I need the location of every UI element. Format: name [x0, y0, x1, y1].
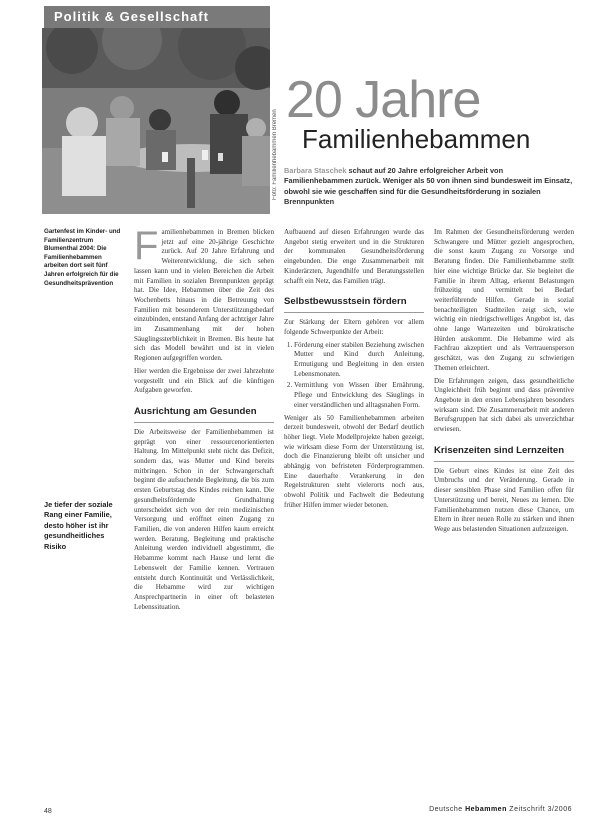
subheading-selbstbewusstsein: Selbstbewusstsein fördern [284, 296, 424, 313]
body-paragraph: Hier werden die Ergebnisse der zwei Jahrzehnte vorgestellt und ein Blick auf die künftigen Aufgaben geworfen. [134, 366, 274, 395]
subheading-ausrichtung: Ausrichtung am Gesunden [134, 406, 274, 423]
lead-author: Barbara Staschek [284, 166, 347, 175]
headline-subtitle: Familienhebammen [302, 124, 531, 154]
list-item: 2. Vermittlung von Wissen über Ernährung, Pflege und Entwicklung des Säuglings in einer verständlichen und alltagsnahen Form. [294, 381, 424, 410]
page-number: 48 [44, 808, 52, 815]
magazine-issue: Zeitschrift 3/2006 [509, 806, 572, 813]
body-paragraph: Weniger als 50 Familienhebammen arbeiten derzeit bundesweit, obwohl der Bedarf deutlich höher liegt. Viele Modellprojekte haben gezeigt, wie wirksam diese Form der Unterstützung ist, doch die Finanzierung bleibt oft unsicher und abhängig von befristeten Förderprogrammen. Eine dauerhafte Verankerung in den Regelstrukturen steht vielerorts noch aus, obwohl Politik und Fachwelt die Bedeutung früher Hilfen immer wieder betonen. [284, 413, 424, 509]
article-column-3 [434, 228, 574, 798]
body-paragraph: Aufbauend auf diesen Erfahrungen wurde das Angebot stetig erweitert und in die Strukturen der kommunalen Gesundheitsförderung eingebunden. Die enge Zusammenarbeit mit Kinderärzten, Jugendhilfe und Beratungsstellen schafft ein Netz, das Familien trägt. [284, 228, 424, 285]
article-column-2 [284, 228, 424, 798]
body-paragraph: Die Erfahrungen zeigen, dass gesundheitliche Ungleichheit früh beginnt und dass präventive Angebote in den ersten Lebensjahren besonders wirksam sind. Die Zusammenarbeit mit anderen Berufsgruppen hat sich dabei als unverzichtbar erwiesen. [434, 376, 574, 434]
photo-illustration [42, 28, 270, 214]
drop-cap: F [134, 228, 159, 268]
body-paragraph: Im Rahmen der Gesundheitsförderung werden Schwangere und Mütter gezielt angesprochen, die sonst kaum Zugang zu Vorsorge und Beratung finden. Die Familienhebamme stellt hier eine wichtige Brücke dar. Sie begleitet die Familie in ihrem Alltag, erkennt Belastungen frühzeitig und vermittelt bei Bedarf weiterführende Hilfen. Gerade in sozial benachteiligten Stadtteilen zeigt sich, wie wichtig ein niedrigschwelliges Angebot ist, das ohne lange Wartezeiten und bürokratische Hürden auskommt. Die Hebamme wird als Fachfrau akzeptiert und als Vertrauensperson geschätzt, was den Zugang zu schwierigen Themen erleichtert. [434, 228, 574, 372]
subheading-krisenzeiten: Krisenzeiten sind Lernzeiten [434, 445, 574, 462]
magazine-footer [429, 806, 572, 813]
intro-paragraph [134, 228, 274, 364]
lead-text: schaut auf 20 Jahre erfolgreicher Arbeit von Familienhebammen zurück. Weniger als 50 von ihnen sind bundesweit im Einsatz, obwohl sie wie geschaffen sind für die Gesundheitsförderung in sozialen Brennpunkten [284, 166, 573, 207]
photo-credit: Foto: Familienhebammen Bremen [272, 109, 278, 200]
body-paragraph: Zur Stärkung der Eltern gehören vor allem folgende Schwerpunkte der Arbeit: [284, 318, 424, 336]
lead-paragraph [284, 166, 574, 208]
body-paragraph: Die Geburt eines Kindes ist eine Zeit des Umbruchs und der Veränderung. Gerade in dieser sensiblen Phase sind Familien offen für Unterstützung und bereit, Neues zu lernen. Die Familienhebammen nutzen diese Chance, um Eltern in ihrer neuen Rolle zu stärken und ihnen Wege aus belastenden Situationen aufzuzeigen. [434, 466, 574, 533]
intro-text: amilienhebammen in Bremen blicken jetzt auf eine 20-jährige Geschichte zurück. Auf 20 Jahre Erfahrung und Weiterentwicklung, die sich sehen lassen kann und in vielen Bereichen die Arbeit mit Familien in sozialen Brennpunkten geprägt hat. Die Idee, Hebammen über die Zeit des Wochenbetts hinaus in die Betreuung von Familien mit besonderem Unterstützungsbedarf einzubinden, entstand Anfang der achtziger Jahre im Zusammenhang mit der hohen Säuglingssterblichkeit in Bremen. Bis heute hat sich das Modell bewährt und ist in vielen Regionen aufgegriffen worden. [134, 228, 274, 363]
article-column-1 [134, 228, 274, 798]
garden-party-photo [42, 28, 270, 214]
list-item: 1. Förderung einer stabilen Beziehung zwischen Mutter und Kind durch Anleitung, Ermutigung und Begleitung in den ersten Lebensmonaten. [294, 341, 424, 380]
photo-caption: Gartenfest im Kinder- und Familienzentrum Blumenthal 2004: Die Familienhebammen arbeiten dort seit fünf Jahren erfolgreich für die Gesundheitsprävention [44, 228, 121, 287]
magazine-name-b: Hebammen [465, 806, 507, 813]
pull-quote: Je tiefer der soziale Rang einer Familie, desto höher ist ihr gesundheitliches Risiko [44, 500, 113, 551]
numbered-list [284, 341, 424, 411]
section-banner: Politik & Gesellschaft [44, 6, 270, 28]
magazine-name-a: Deutsche [429, 806, 463, 813]
body-paragraph: Die Arbeitsweise der Familienhebammen ist geprägt von einer ressourcenorientierten Haltung. Im Mittelpunkt steht nicht das Defizit, sondern das, was Mutter und Kind bereits mitbringen. Schon in der Schwangerschaft beginnt die aufsuchende Begleitung, die bis zum ersten Geburtstag des Kindes reichen kann. Die gesundheitsfördernde Grundhaltung unterscheidet sich von der rein medizinischen Versorgung und eröffnet einen Zugang zu Familien, die von anderen Hilfen kaum erreicht werden. Beratung, Begleitung und praktische Anleitung werden individuell abgestimmt, die Hebamme kommt nach Hause und lernt die Lebenswelt der Familie kennen. Vertrauen entsteht durch Kontinuität und Verlässlichkeit, die Hebamme wird zur wichtigen Ansprechpartnerin in einer oft belasteten Lebenssituation. [134, 427, 274, 611]
headline-title: 20 Jahre [286, 71, 481, 129]
